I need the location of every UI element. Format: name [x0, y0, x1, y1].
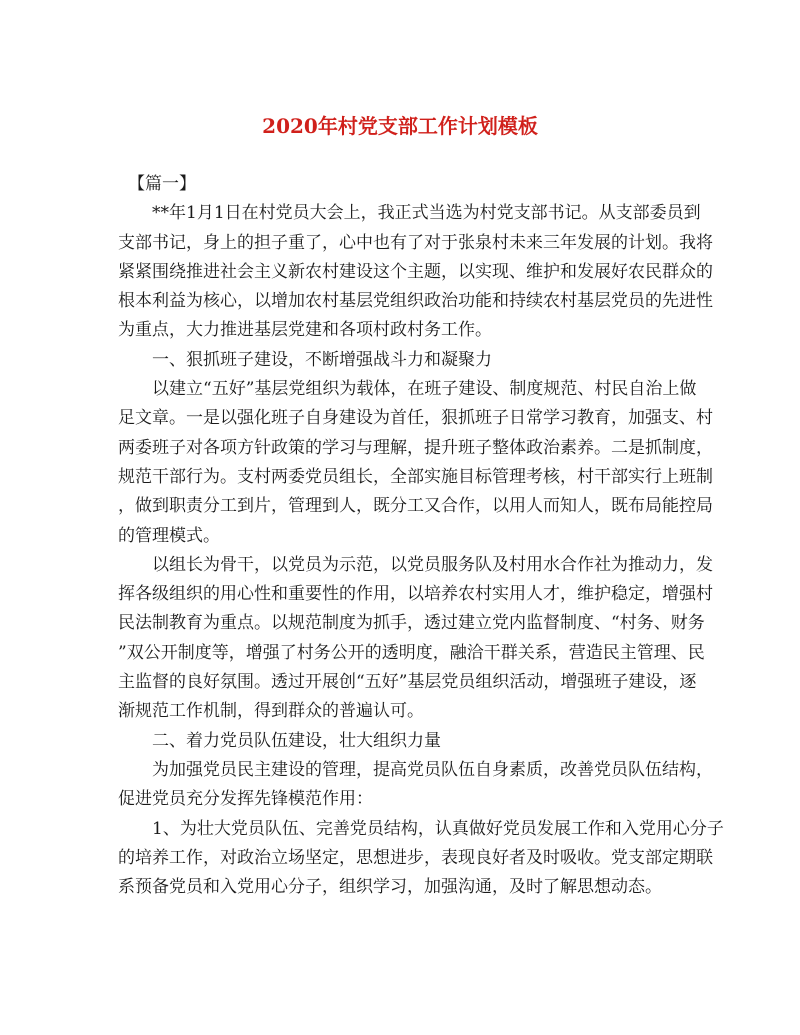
document-title: 2020年村党支部工作计划模板 [262, 114, 538, 138]
paragraph-line: 以建立“五好”基层党组织为载体，在班子建设、制度规范、村民自治上做 [152, 379, 697, 400]
paragraph-line: 民法制教育为重点。以规范制度为抓手，透过建立党内监督制度、“村务、财务 [118, 613, 705, 634]
paragraph-4 [118, 756, 713, 815]
paragraph-line: 以组长为骨干，以党员为示范，以党员服务队及村用水合作社为推动力，发 [152, 554, 713, 575]
heading-line: 一、狠抓班子建设，不断增强战斗力和凝聚力 [152, 349, 492, 370]
paragraph-line: 为加强党员民主建设的管理，提高党员队伍自身素质，改善党员队伍结构， [152, 759, 713, 780]
paragraph-line: **年1月1日在村党员大会上，我正式当选为村党支部书记。从支部委员到 [152, 203, 701, 224]
paragraph-1 [118, 199, 713, 345]
paragraph-3 [118, 551, 713, 727]
section-heading-1 [118, 346, 678, 375]
paragraph-2 [118, 375, 713, 551]
document-body [118, 170, 724, 902]
paragraph-line: 系预备党员和入党用心分子，组织学习，加强沟通，及时了解思想动态。 [118, 877, 662, 898]
paragraph-line: 的培养工作，对政治立场坚定，思想进步，表现良好者及时吸收。党支部定期联 [118, 847, 713, 868]
paragraph-line: 主监督的良好氛围。透过开展创“五好”基层党员组织活动，增强班子建设，逐 [118, 672, 697, 693]
paragraph-line: 足文章。一是以强化班子自身建设为首任，狠抓班子日常学习教育，加强支、村 [118, 408, 713, 429]
paragraph-line: 渐规范工作机制，得到群众的普遍认可。 [118, 701, 424, 722]
paragraph-line: ”双公开制度等，增强了村务公开的透明度，融洽干群关系，营造民主管理、民 [118, 642, 705, 663]
paragraph-line: 促进党员充分发挥先锋模范作用： [118, 789, 373, 810]
paragraph-line: 紧紧围绕推进社会主义新农村建设这个主题，以实现、维护和发展好农民群众的 [118, 261, 713, 282]
paragraph-line: 支部书记，身上的担子重了，心中也有了对于张泉村未来三年发展的计划。我将 [118, 232, 713, 253]
paragraph-line: 规范干部行为。支村两委党员组长，全部实施目标管理考核，村干部实行上班制 [118, 466, 713, 487]
paragraph-line: 根本利益为核心，以增加农村基层党组织政治功能和持续农村基层党员的先进性 [118, 291, 713, 312]
section-heading-2 [118, 727, 678, 756]
paragraph-line: 为重点，大力推进基层党建和各项村政村务工作。 [118, 320, 492, 341]
section-label: 【篇一】 [128, 174, 196, 194]
paragraph-line: ，做到职责分工到片，管理到人，既分工又合作，以用人而知人，既布局能控局 [118, 496, 713, 517]
paragraph-5 [118, 815, 724, 903]
heading-line: 二、着力党员队伍建设，壮大组织力量 [152, 730, 441, 751]
paragraph-line: 1、为壮大党员队伍、完善党员结构，认真做好党员发展工作和入党用心分子 [152, 818, 724, 839]
paragraph-line: 的管理模式。 [118, 525, 220, 546]
paragraph-line: 两委班子对各项方针政策的学习与理解，提升班子整体政治素养。二是抓制度， [118, 437, 713, 458]
paragraph-line: 挥各级组织的用心性和重要性的作用，以培养农村实用人才，维护稳定，增强村 [118, 584, 713, 605]
